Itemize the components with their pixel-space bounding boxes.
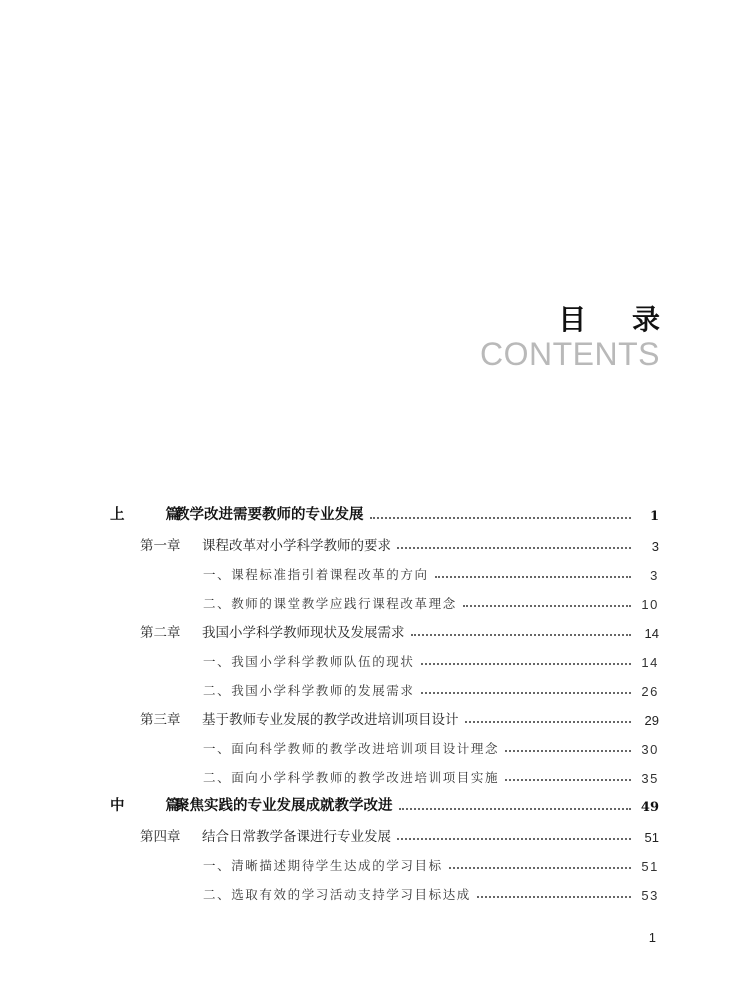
toc-dot-leader (505, 750, 631, 752)
toc-dot-leader (397, 838, 631, 840)
toc-section-number: 二、 (203, 596, 232, 611)
toc-dot-leader (370, 517, 632, 519)
toc-chapter-title: 课程改革对小学科学教师的要求 (202, 538, 391, 554)
toc-chapter-title: 基于教师专业发展的教学改进培训项目设计 (202, 712, 459, 728)
toc-part-row[interactable] (0, 500, 750, 524)
page-number: 1 (648, 930, 656, 945)
toc-section-title: 我国小学科学教师的发展需求 (231, 683, 415, 698)
toc-section-title: 面向科学教师的教学改进培训项目设计理念 (231, 741, 500, 756)
toc-section-row[interactable] (0, 850, 750, 874)
toc-dot-leader (463, 605, 631, 607)
toc-chapter-number: 第三章 (140, 712, 181, 728)
toc-section-row[interactable] (0, 646, 750, 670)
toc-section-row[interactable] (0, 733, 750, 757)
toc-chapter-row[interactable] (0, 704, 750, 728)
toc-part-row[interactable] (0, 791, 750, 815)
toc-section-number: 一、 (203, 567, 232, 582)
toc-chapter-row[interactable] (0, 530, 750, 554)
toc-section-title: 课程标准指引着课程改革的方向 (231, 567, 429, 582)
toc-page-number: 26 (641, 684, 659, 699)
toc-section-number: 二、 (203, 770, 232, 785)
toc-section-title: 清晰描述期待学生达成的学习目标 (231, 858, 443, 873)
toc-dot-leader (421, 663, 631, 665)
toc-page-number: 29 (644, 713, 659, 728)
toc-part-title: 聚焦实践的专业发展成就教学改进 (175, 797, 393, 814)
toc-chapter-row[interactable] (0, 821, 750, 845)
toc-section-title: 我国小学科学教师队伍的现状 (231, 654, 415, 669)
toc-section-row[interactable] (0, 588, 750, 612)
toc-part-number: 中 篇 (110, 797, 199, 814)
toc-section-row[interactable] (0, 559, 750, 583)
toc-page-number: 49 (640, 800, 659, 815)
toc-section-title: 面向小学科学教师的教学改进培训项目实施 (231, 770, 500, 785)
toc-chapter-row[interactable] (0, 617, 750, 641)
toc-dot-leader (477, 896, 631, 898)
toc-dot-leader (505, 779, 631, 781)
toc-section-number: 一、 (203, 858, 232, 873)
toc-part-number: 上 篇 (110, 506, 199, 523)
toc-dot-leader (449, 867, 631, 869)
toc-section-row[interactable] (0, 762, 750, 786)
toc-page-number: 3 (651, 539, 659, 554)
toc-section-title: 教师的课堂教学应践行课程改革理念 (231, 596, 457, 611)
toc-chapter-number: 第四章 (140, 829, 181, 845)
toc-dot-leader (411, 634, 632, 636)
toc-dot-leader (399, 808, 632, 810)
toc-page-number: 1 (649, 509, 659, 524)
toc-page-number: 51 (644, 830, 659, 845)
toc-section-number: 二、 (203, 683, 232, 698)
page-title: 目 录 (558, 303, 678, 336)
toc-section-row[interactable] (0, 675, 750, 699)
toc-page-number: 3 (650, 568, 659, 583)
toc-page-number: 53 (641, 888, 659, 903)
toc-dot-leader (465, 721, 632, 723)
toc-chapter-number: 第一章 (140, 538, 181, 554)
toc-page-number: 14 (644, 626, 659, 641)
toc-page-number: 35 (641, 771, 659, 786)
toc-part-title: 教学改进需要教师的专业发展 (175, 506, 364, 523)
toc-page-number: 51 (641, 859, 659, 874)
toc-section-number: 一、 (203, 741, 232, 756)
toc-section-title: 选取有效的学习活动支持学习目标达成 (231, 887, 471, 902)
page-subtitle: CONTENTS (480, 336, 660, 372)
toc-page-number: 10 (641, 597, 659, 612)
toc-page-number: 30 (641, 742, 659, 757)
toc-dot-leader (435, 576, 631, 578)
toc-section-row[interactable] (0, 879, 750, 903)
toc-section-number: 二、 (203, 887, 232, 902)
toc-section-number: 一、 (203, 654, 232, 669)
toc-chapter-title: 我国小学科学教师现状及发展需求 (202, 625, 405, 641)
toc-chapter-title: 结合日常教学备课进行专业发展 (202, 829, 391, 845)
toc-dot-leader (421, 692, 631, 694)
toc-dot-leader (397, 547, 631, 549)
toc-page-number: 14 (641, 655, 659, 670)
toc-chapter-number: 第二章 (140, 625, 181, 641)
